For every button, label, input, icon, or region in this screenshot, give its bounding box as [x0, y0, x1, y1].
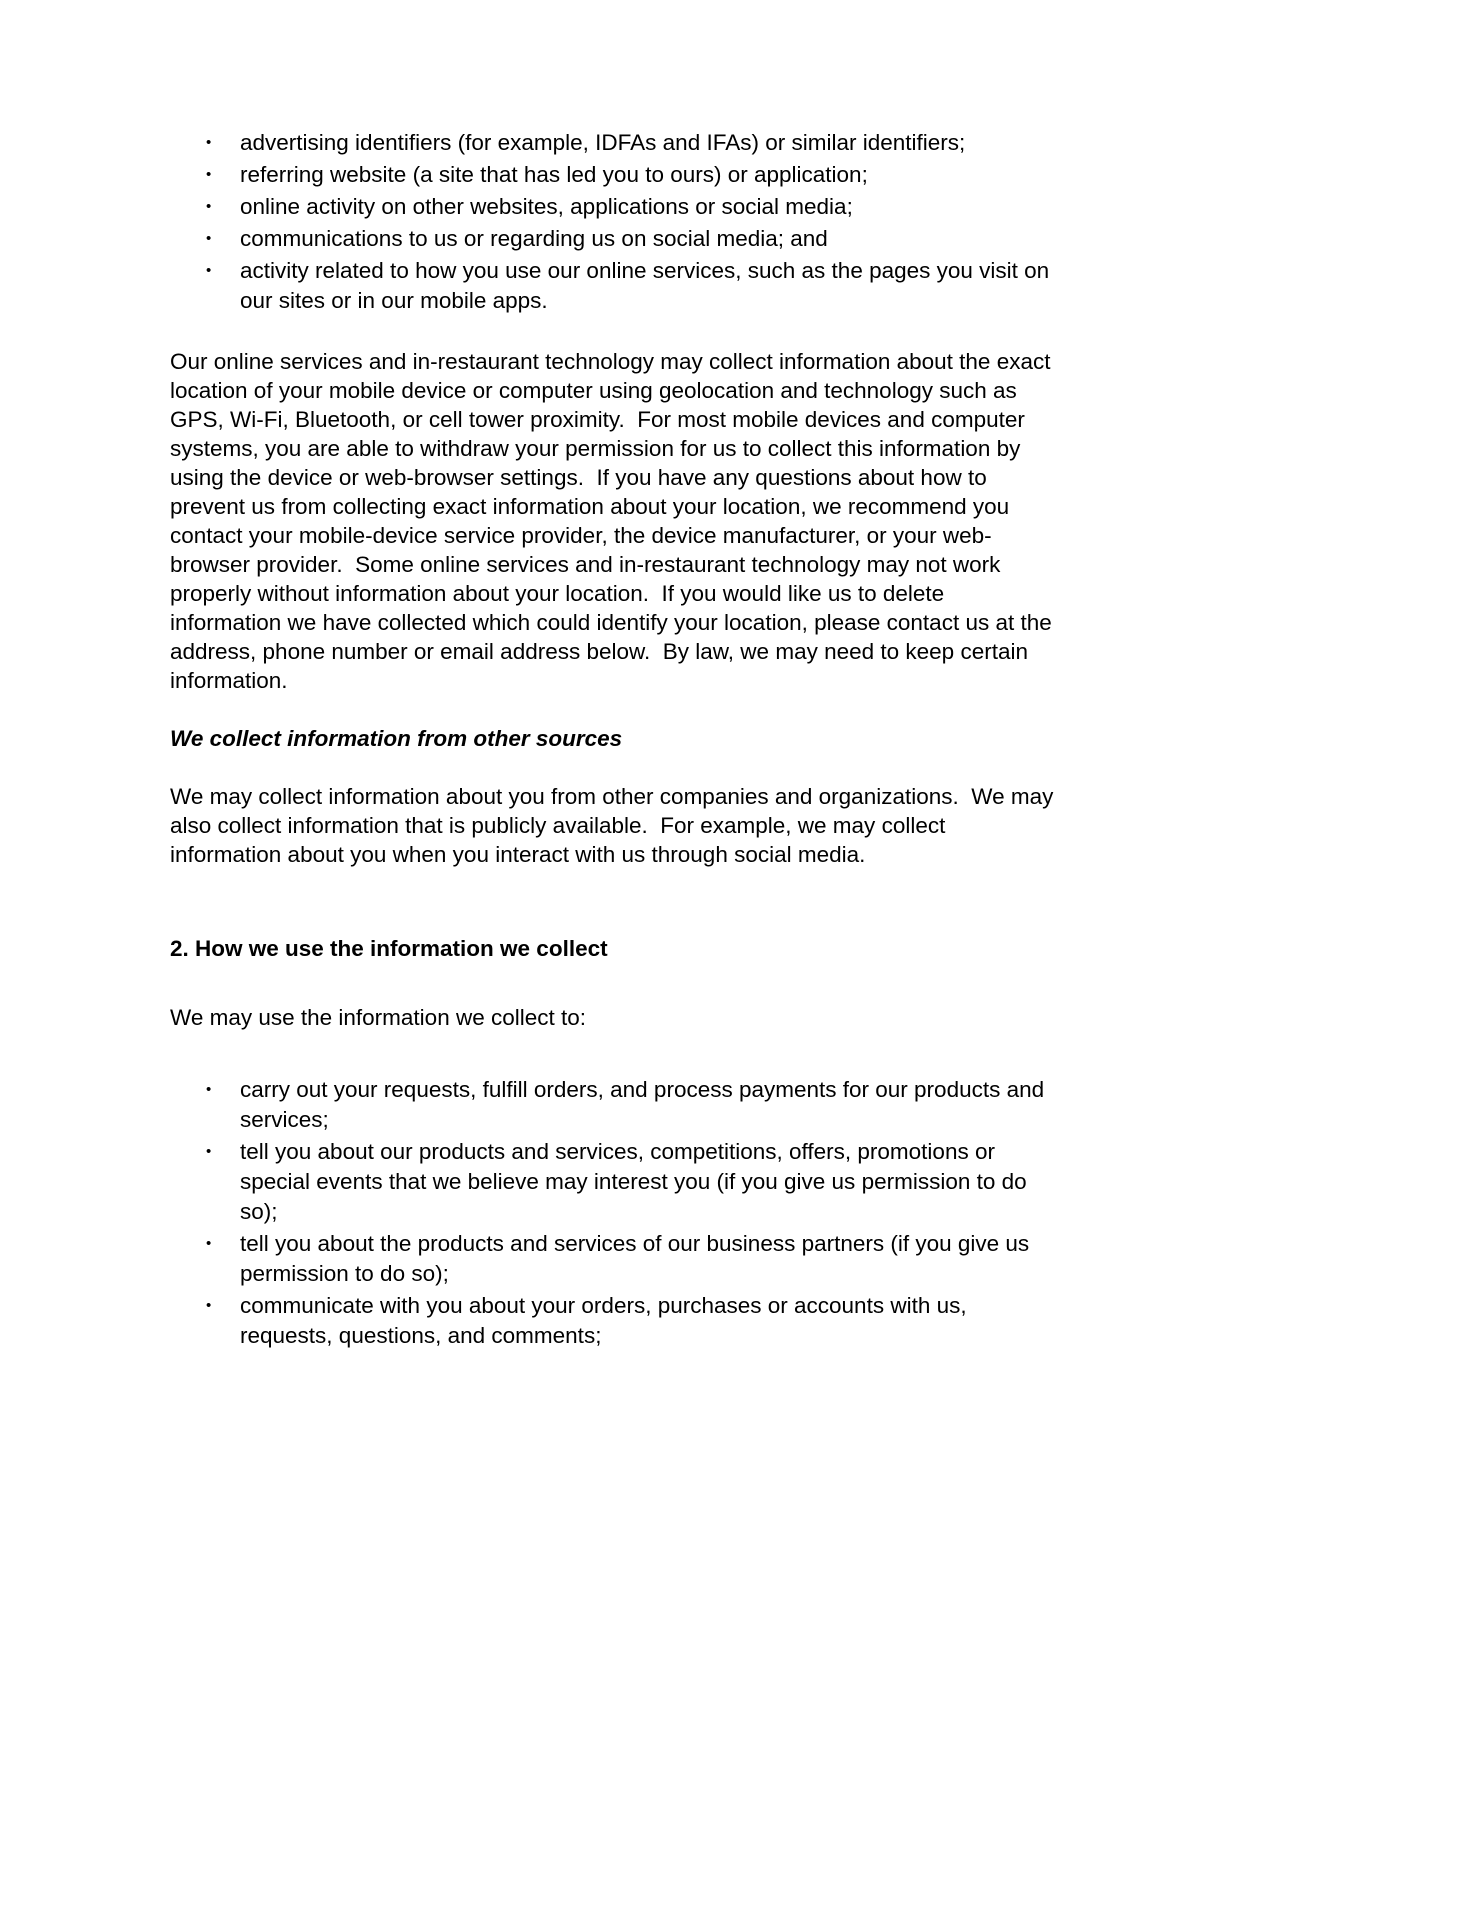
use-list [170, 1075, 1055, 1351]
other-sources-heading: We collect information from other sources [170, 726, 623, 751]
list-item: • activity related to how you use our online services, such as the pages you visit on our sites or in our mobile apps. [170, 256, 1055, 316]
section2-heading: 2. How we use the information we collect [170, 936, 608, 961]
other-sources-paragraph: We may collect information about you from other companies and organizations. We may also collect information that is publicly available. For example, we may collect information about you when you interact with us through social media. [170, 784, 1060, 867]
list-item: • communications to us or regarding us on social media; and [170, 224, 1055, 254]
intro-list [170, 128, 1055, 316]
list-item: • advertising identifiers (for example, IDFAs and IFAs) or similar identifiers; [170, 128, 1055, 158]
list-item: • referring website (a site that has led you to ours) or application; [170, 160, 1055, 190]
list-item: • communicate with you about your orders, purchases or accounts with us, requests, questions, and comments; [170, 1291, 1055, 1351]
location-paragraph: Our online services and in-restaurant technology may collect information about the exact location of your mobile device or computer using geolocation and technology such as GPS, Wi-Fi, Bluetooth, or cell tower proximity. For most mobile devices and computer systems, you are able to withdraw your permission for us to collect this information by using the device or web-browser settings. If you have any questions about how to prevent us from collecting exact information about your location, we recommend you contact your mobile-device service provider, the device manufacturer, or your web-browser provider. Some online services and in-restaurant technology may not work properly without information about your location. If you would like us to delete information we have collected which could identify your location, please contact us at the address, phone number or email address below. By law, we may need to keep certain information. [170, 349, 1059, 693]
list-item: • tell you about the products and services of our business partners (if you give us permission to do so); [170, 1229, 1055, 1289]
list-item: • online activity on other websites, applications or social media; [170, 192, 1055, 222]
list-item: • tell you about our products and services, competitions, offers, promotions or special events that we believe may interest you (if you give us permission to do so); [170, 1137, 1055, 1227]
use-intro-paragraph: We may use the information we collect to: [170, 1005, 587, 1030]
list-item: • carry out your requests, fulfill orders, and process payments for our products and services; [170, 1075, 1055, 1135]
document-content [170, 128, 1060, 1382]
